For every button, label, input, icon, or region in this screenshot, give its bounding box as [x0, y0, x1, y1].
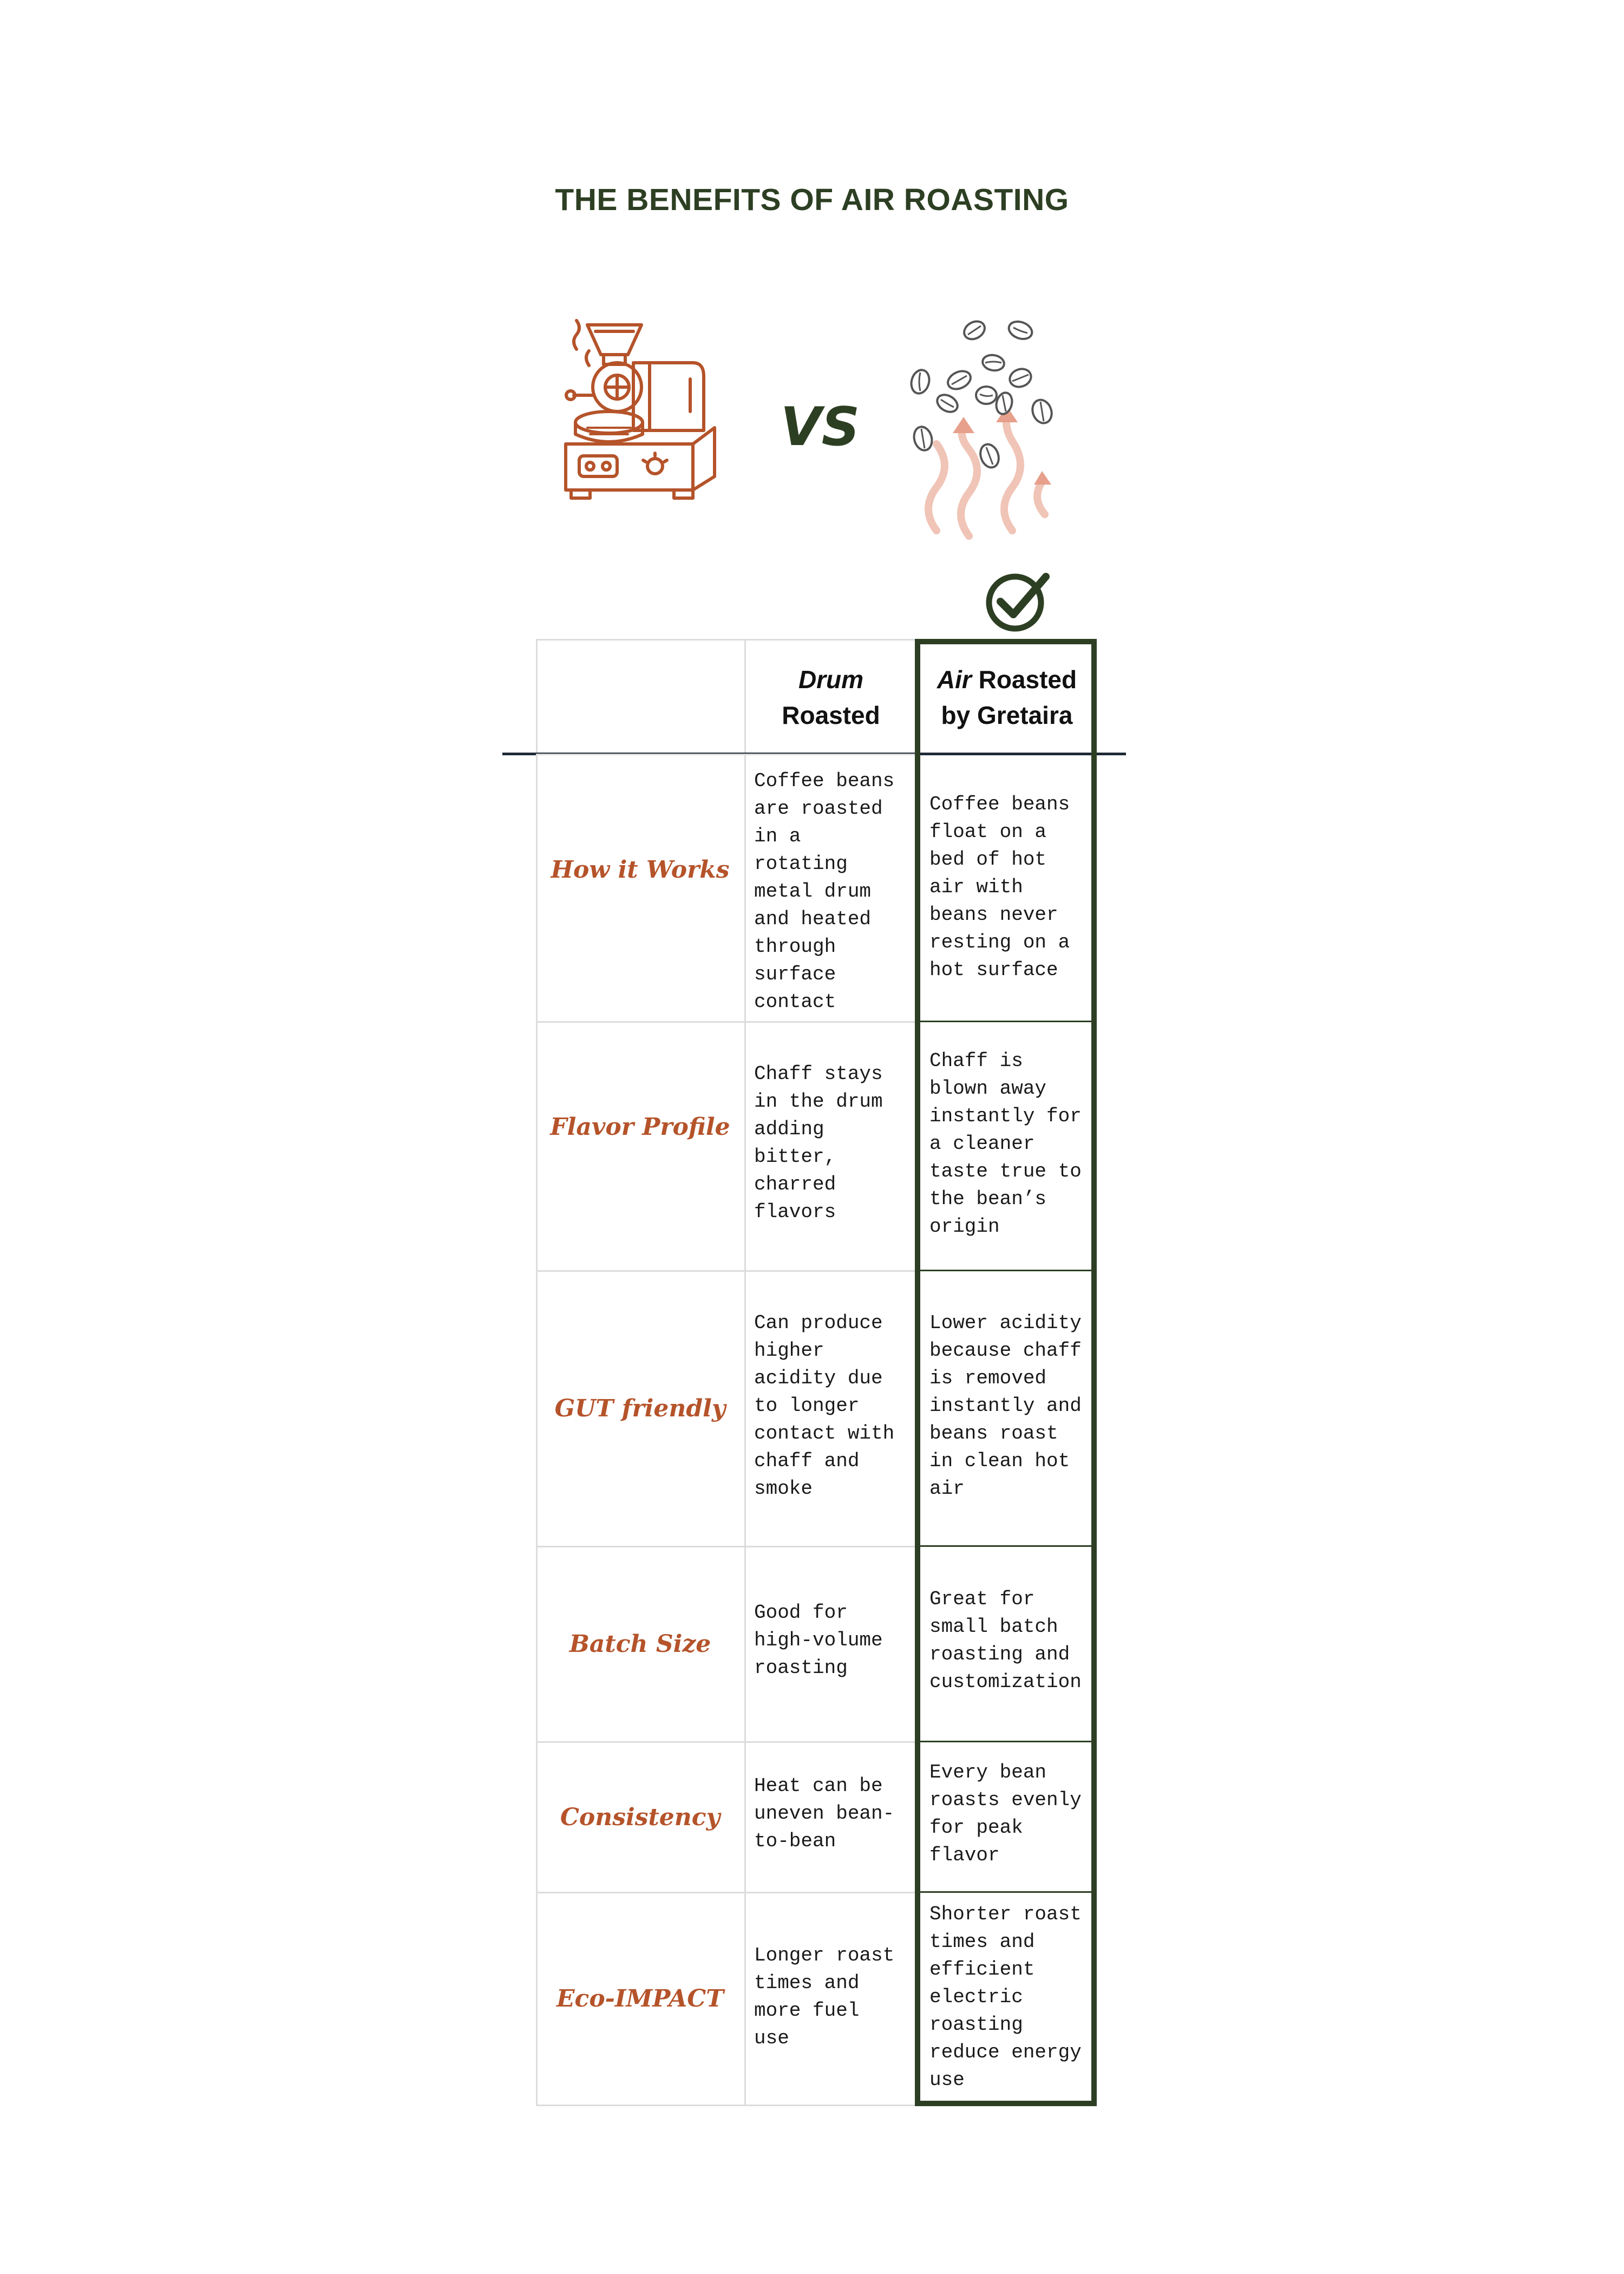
air-row-divider [918, 1270, 1094, 1271]
air-cell-text: Great for small batch roasting and customization [929, 1588, 1082, 1693]
air-row-divider [918, 1891, 1094, 1893]
row-label-gut-friendly: GUT friendly [554, 1395, 726, 1422]
air-cell-text: Chaff is blown away instantly for a cleaner taste true to the bean’s origin [929, 1050, 1082, 1238]
drum-cell-text: Longer roast times and more fuel use [754, 1944, 895, 2049]
label-cell [536, 1021, 746, 1272]
row-label-batch-size: Batch Size [569, 1630, 711, 1658]
row-label-how-it-works: How it Works [551, 856, 730, 884]
air-header-rest-2: by Gretaira [941, 701, 1073, 729]
drum-header-rest: Roasted [782, 701, 880, 729]
drum-roasted-header [747, 662, 915, 733]
air-cell-text: Shorter roast times and efficient electric roasting reduce energy use [929, 1903, 1082, 2091]
drum-cell-text: Coffee beans are roasted in a rotating metal drum and heated through surface contact [754, 770, 895, 1013]
page-title: THE BENEFITS OF AIR ROASTING [555, 182, 1069, 217]
row-label-eco-impact: Eco-IMPACT [556, 1985, 724, 2012]
drum-cell-text: Heat can be uneven bean- to-bean [754, 1775, 895, 1852]
label-cell [536, 754, 746, 1023]
air-header-emphasis: Air [937, 665, 972, 694]
vs-label: VS [780, 396, 860, 458]
air-column-highlight [915, 639, 1097, 2106]
air-row-divider [918, 1021, 1094, 1022]
drum-cell-text: Can produce higher acidity due to longer contact with chaff and smoke [754, 1312, 895, 1500]
drum-cell-text: Good for high-volume roasting [754, 1602, 883, 1679]
row-label-consistency: Consistency [560, 1803, 721, 1831]
air-cell-text: Lower acidity because chaff is removed instantly and beans roast in clean hot air [929, 1312, 1082, 1500]
air-row-divider [918, 1545, 1094, 1547]
air-row-divider [918, 1741, 1094, 1742]
drum-header-emphasis: Drum [798, 665, 864, 694]
air-cell-text: Every bean roasts evenly for peak flavor [929, 1761, 1082, 1866]
air-cell-text: Coffee beans float on a bed of hot air with beans never resting on a hot surface [929, 793, 1070, 981]
drum-cell-text: Chaff stays in the drum adding bitter, charred flavors [754, 1063, 883, 1223]
header-blank-cell [536, 639, 746, 755]
air-header-rest-1: Roasted [978, 665, 1077, 694]
row-label-flavor-profile: Flavor Profile [550, 1113, 730, 1141]
